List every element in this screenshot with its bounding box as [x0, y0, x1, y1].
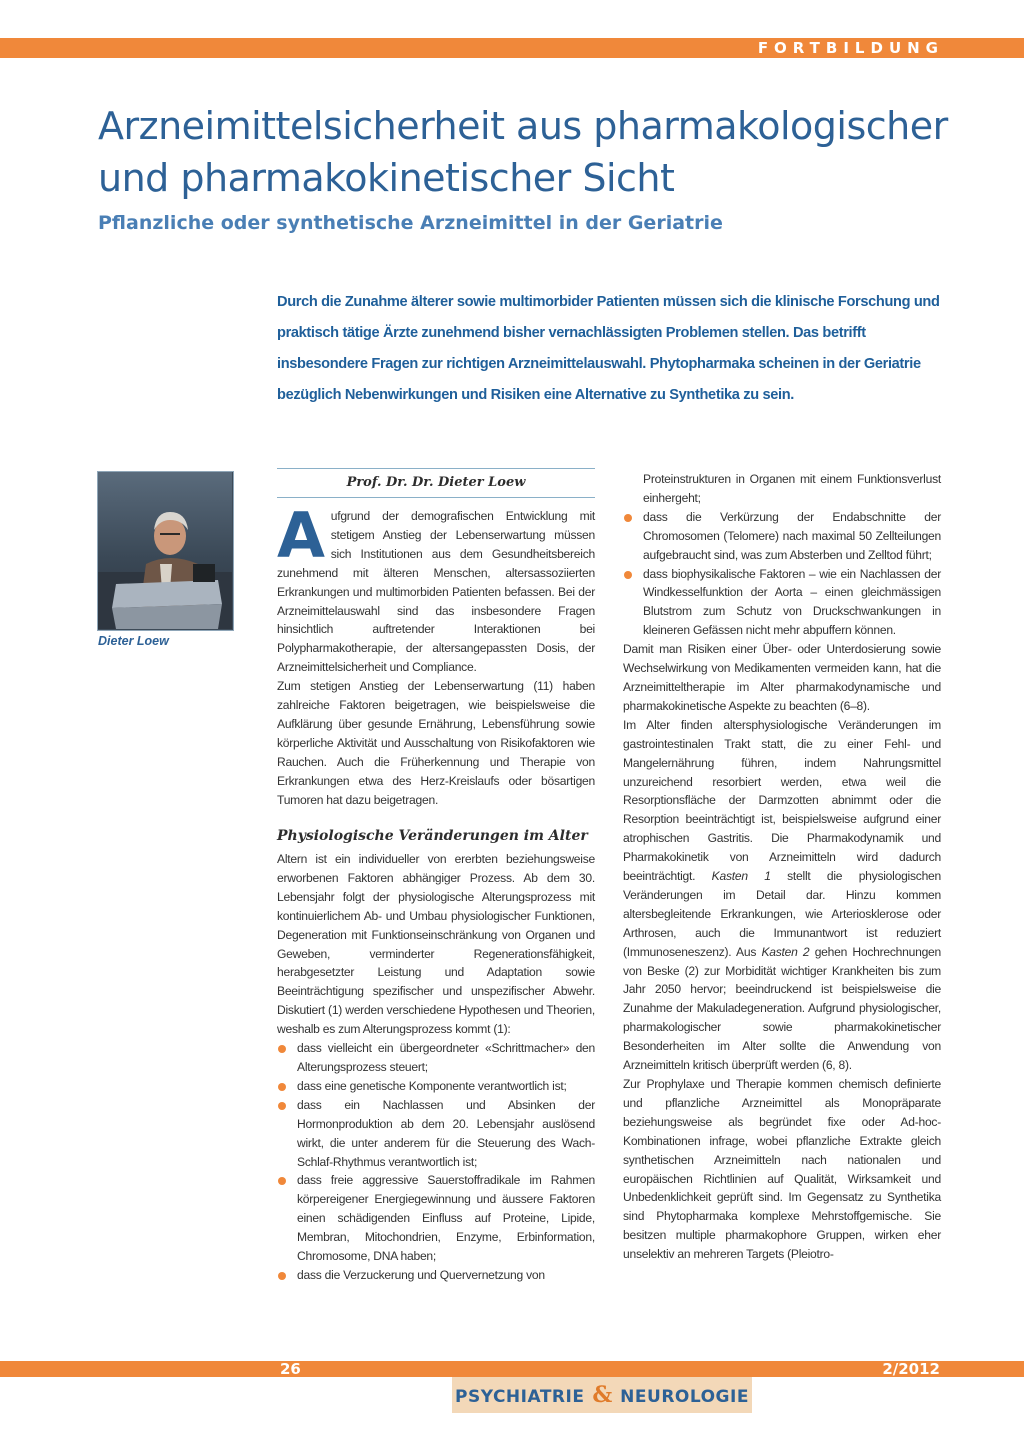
author-photo: [97, 471, 234, 631]
author-name: Prof. Dr. Dr. Dieter Loew: [346, 475, 526, 490]
page-number: 26: [280, 1360, 301, 1378]
article-subtitle: Pflanzliche oder synthetische Arzneimittel in der Geriatrie: [98, 212, 723, 234]
section-heading: Physiologische Veränderungen im Alter: [277, 828, 588, 844]
paragraph-prophylaxis: Zur Prophylaxe und Therapie kommen chemisch definierte und pflanzliche Arzneimittel als Monopräparate beziehungsweise als begründet fixe oder Ad-hoc-Kombinationen infrage, wobei pflanzliche Extrakte gleich synthetischen Arzneimitteln nach nationalen und europäischen Richtlinien auf Qualität, Wirksamkeit und Unbedenklichkeit geprüft sind. Im Gegensatz zu Synthetika sind Phytopharmaka komplexe Mehrstoffgemische. Sie besitzen multiple pharmakophore Gruppen, wirken eher unselektiv an mehreren Targets (Pleiotro-: [623, 1077, 941, 1262]
list-item: dass freie aggressive Sauerstoffradikale im Rahmen körpereigener Energiegewinnung und äussere Faktoren einen schädigenden Einfluss auf Proteine, Lipide, Membran, Mitochondrien, Enzyme, Erbinformation, Chromosome, DNA haben;: [277, 1171, 595, 1266]
paragraph-life-expectancy: Zum stetigen Anstieg der Lebenserwartung (11) haben zahlreiche Faktoren beigetragen, wie beispielsweise die Aufklärung über gesunde Ernährung, Lebensführung sowie körperliche Aktivität und Ausschaltung von Risikofaktoren wie Rauchen. Auch die Früherkennung und Therapie von Erkrankungen etwa des Herz-Kreislaufs oder bösartigen Tumoren hat dazu beigetragen.: [277, 679, 595, 807]
list-continuation: Proteinstrukturen in Organen mit einem Funktionsverlust einhergeht;: [643, 472, 941, 505]
photo-caption: Dieter Loew: [98, 634, 169, 648]
footer-bar: [0, 1361, 1024, 1377]
list-item: dass eine genetische Komponente verantwortlich ist;: [277, 1077, 595, 1096]
author-byline: [277, 468, 595, 498]
intro-paragraph: [277, 499, 595, 677]
list-item: dass biophysikalische Faktoren – wie ein Nachlassen der Windkesselfunktion der Aorta – einen gleichmässigen Blutstrom zum Schutz von Druckschwankungen in kleineren Gefässen nicht mehr abpuffern können.: [623, 565, 941, 641]
section-label: FORTBILDUNG: [757, 39, 944, 57]
article-lead: Durch die Zunahme älterer sowie multimorbider Patienten müssen sich die klinische Forschung und praktisch tätige Ärzte zunehmend bisher vernachlässigten Problemen stellen. Das betrifft insbesondere Fragen zur richtigen Arzneimittelauswahl. Phytopharmaka scheinen in der Geriatrie bezüglich Nebenwirkungen und Risiken eine Alternative zu Synthetika zu sein.: [277, 294, 940, 403]
hypothesis-list: [277, 1039, 595, 1285]
hypothesis-list-continued: [623, 508, 941, 640]
gi-text-a: Im Alter finden altersphysiologische Veränderungen im gastrointestinalen Trakt statt, die zu einer Fehl- und Mangelernährung führen, indem Nahrungsmittel unzureichend resorbiert werden, etwa weil die Resorptionsfläche der Darmzotten abnimmt oder die Resorption beeinträchtigt ist, beispielsweise aufgrund einer atrophischen Gastritis. Die Pharmakodynamik und Pharmakokinetik von Arzneimitteln wird dadurch beeinträchtigt.: [623, 717, 941, 884]
dropcap: A: [277, 499, 325, 572]
journal-ampersand: &: [592, 1382, 613, 1408]
column-2: [623, 470, 941, 1264]
journal-logo: [452, 1377, 752, 1413]
column-1-physiology: [277, 850, 595, 1285]
issue-number: 2/2012: [882, 1360, 940, 1378]
gi-text-c: gehen Hochrechnungen von Beske (2) zur Morbidität wichtiger Krankheiten bis zum Jahr 2050 hervor; beeindruckend ist beispielsweise die Zunahme der Makuladegeneration. Aufgrund physiologischer, pharmakologischer sowie pharmakokinetischer Besonderheiten im Alter sollte die Anwendung von Arzneimitteln kritisch überprüft werden (6, 8).: [623, 944, 941, 1073]
gi-text-b: stellt die physiologischen Veränderungen im Detail dar. Hinzu kommen altersbegleitende Erkrankungen, wie Arteriosklerose oder Arthrosen, auch die Immunantwort ist reduziert (Immunoseneszenz). Aus: [623, 869, 941, 959]
article-title: Arzneimittelsicherheit aus pharmakologischer und pharmakokinetischer Sicht: [98, 104, 948, 200]
speaker-photo-illustration: [98, 472, 232, 629]
paragraph-gastrointestinal: [623, 716, 941, 1075]
journal-name-part-2: NEUROLOGIE: [620, 1387, 749, 1407]
paragraph-dosing: Damit man Risiken einer Über- oder Unterdosierung sowie Wechselwirkung von Medikamenten vermeiden kann, hat die Arzneimitteltherapie im Alter pharmakodynamische und pharmakokinetische Aspekte zu beachten (6–8).: [623, 642, 941, 713]
box-reference-1: Kasten 1: [711, 869, 771, 884]
list-item: dass die Verkürzung der Endabschnitte der Chromosomen (Telomere) nach maximal 50 Zellteilungen aufgebraucht sind, was zum Absterben und Zelltod führt;: [623, 508, 941, 565]
intro-text: ufgrund der demografischen Entwicklung mit stetigem Anstieg der Lebenserwartung müssen sich Institutionen aus dem Gesundheitsbereich zunehmend mit älteren Menschen, altersassoziierten Erkrankungen und multimorbiden Patienten befassen. Bei der Arzneimittelauswahl sind das insbesondere Fragen hinsichtlich auftretender Interaktionen bei Polypharmakotherapie, der altersangepassten Dosis, der Arzneimittelsicherheit und Compliance.: [277, 509, 595, 675]
list-item: dass vielleicht ein übergeordneter «Schrittmacher» den Alterungsprozess steuert;: [277, 1039, 595, 1077]
list-item: dass ein Nachlassen und Absinken der Hormonproduktion ab dem 20. Lebensjahr auslösend wirkt, die unter anderem für die Steuerung des Wach-Schlaf-Rhythmus verantwortlich ist;: [277, 1096, 595, 1172]
paragraph-aging: Altern ist ein individueller von ererbten beziehungsweise erworbenen Faktoren abhängiger Prozess. Ab dem 30. Lebensjahr folgt der physiologische Alterungsprozess mit kontinuierlichem Ab- und Umbau physiologischer Funktionen, Degeneration mit Funktionseinschränkung von Organen und Geweben, verminderter Regenerationsfähigkeit, herabgesetzter Leistung und Adaptation sowie Beeinträchtigung spezifischer und unspezifischer Abwehr. Diskutiert (1) werden verschiedene Hypothesen und Theorien, weshalb es zum Alterungsprozess kommt (1):: [277, 852, 595, 1037]
column-1-intro: [277, 499, 595, 810]
list-item: dass die Verzuckerung und Quervernetzung von: [277, 1266, 595, 1285]
box-reference-2: Kasten 2: [761, 944, 810, 959]
journal-name-part-1: PSYCHIATRIE: [455, 1387, 585, 1407]
